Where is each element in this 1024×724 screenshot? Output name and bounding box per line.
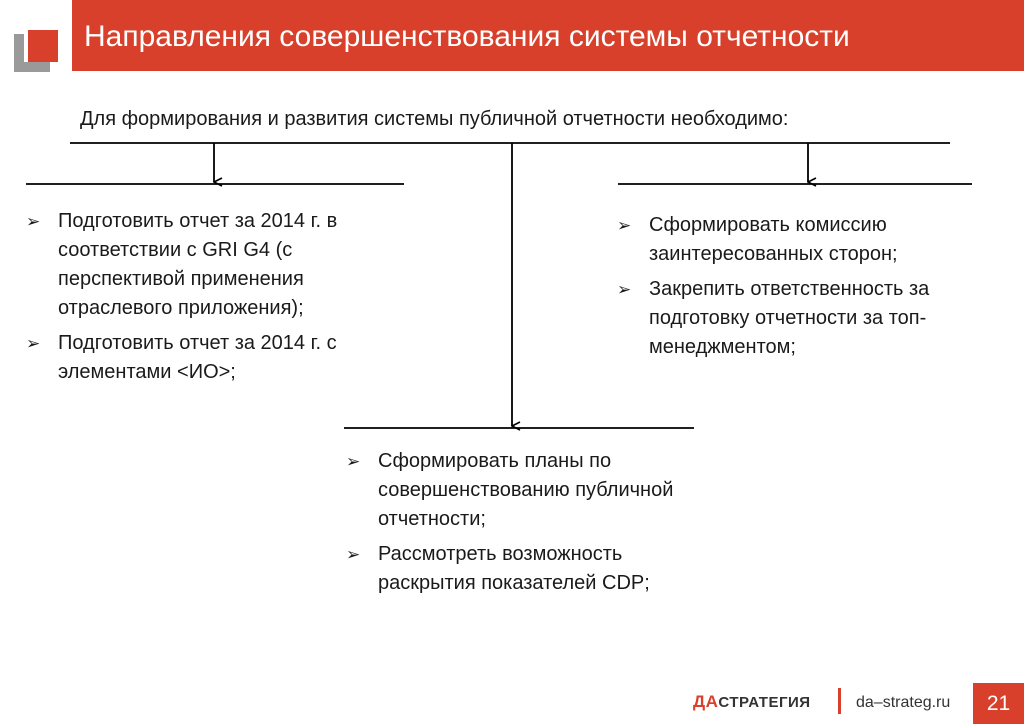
arrowhead-bullet-icon: ➢ — [617, 216, 632, 235]
list-item: ➢ Подготовить отчет за 2014 г. в соответствии с GRI G4 (с перспективой применения отраслевого приложения); — [26, 207, 398, 323]
list-item: ➢ Закрепить ответственность за подготовку отчетности за топ-менеджментом; — [617, 275, 977, 362]
brand-name: СТРАТЕГИЯ — [718, 694, 811, 711]
left-block — [26, 207, 398, 393]
intro-text: Для формирования и развития системы публичной отчетности необходимо: — [80, 108, 789, 130]
footer-site-link[interactable]: da–strateg.ru — [856, 694, 951, 711]
slide-title: Направления совершенствования системы отчетности — [84, 20, 850, 53]
right-block — [617, 211, 977, 368]
footer-separator — [838, 688, 841, 714]
list-item: ➢ Сформировать комиссию заинтересованных сторон; — [617, 211, 977, 269]
brand-prefix: ДА — [693, 692, 719, 711]
list-item: ➢ Подготовить отчет за 2014 г. с элементами <ИО>; — [26, 329, 398, 387]
center-block — [346, 447, 686, 604]
footer-brand — [693, 692, 811, 712]
list-item: ➢ Рассмотреть возможность раскрытия показателей CDP; — [346, 540, 686, 598]
arrowhead-bullet-icon: ➢ — [617, 280, 632, 299]
arrowhead-bullet-icon: ➢ — [346, 452, 361, 471]
arrowhead-bullet-icon: ➢ — [26, 334, 41, 353]
page-number-badge: 21 — [973, 683, 1024, 724]
arrowhead-bullet-icon: ➢ — [26, 212, 41, 231]
arrowhead-bullet-icon: ➢ — [346, 545, 361, 564]
list-item: ➢ Сформировать планы по совершенствованию публичной отчетности; — [346, 447, 686, 534]
